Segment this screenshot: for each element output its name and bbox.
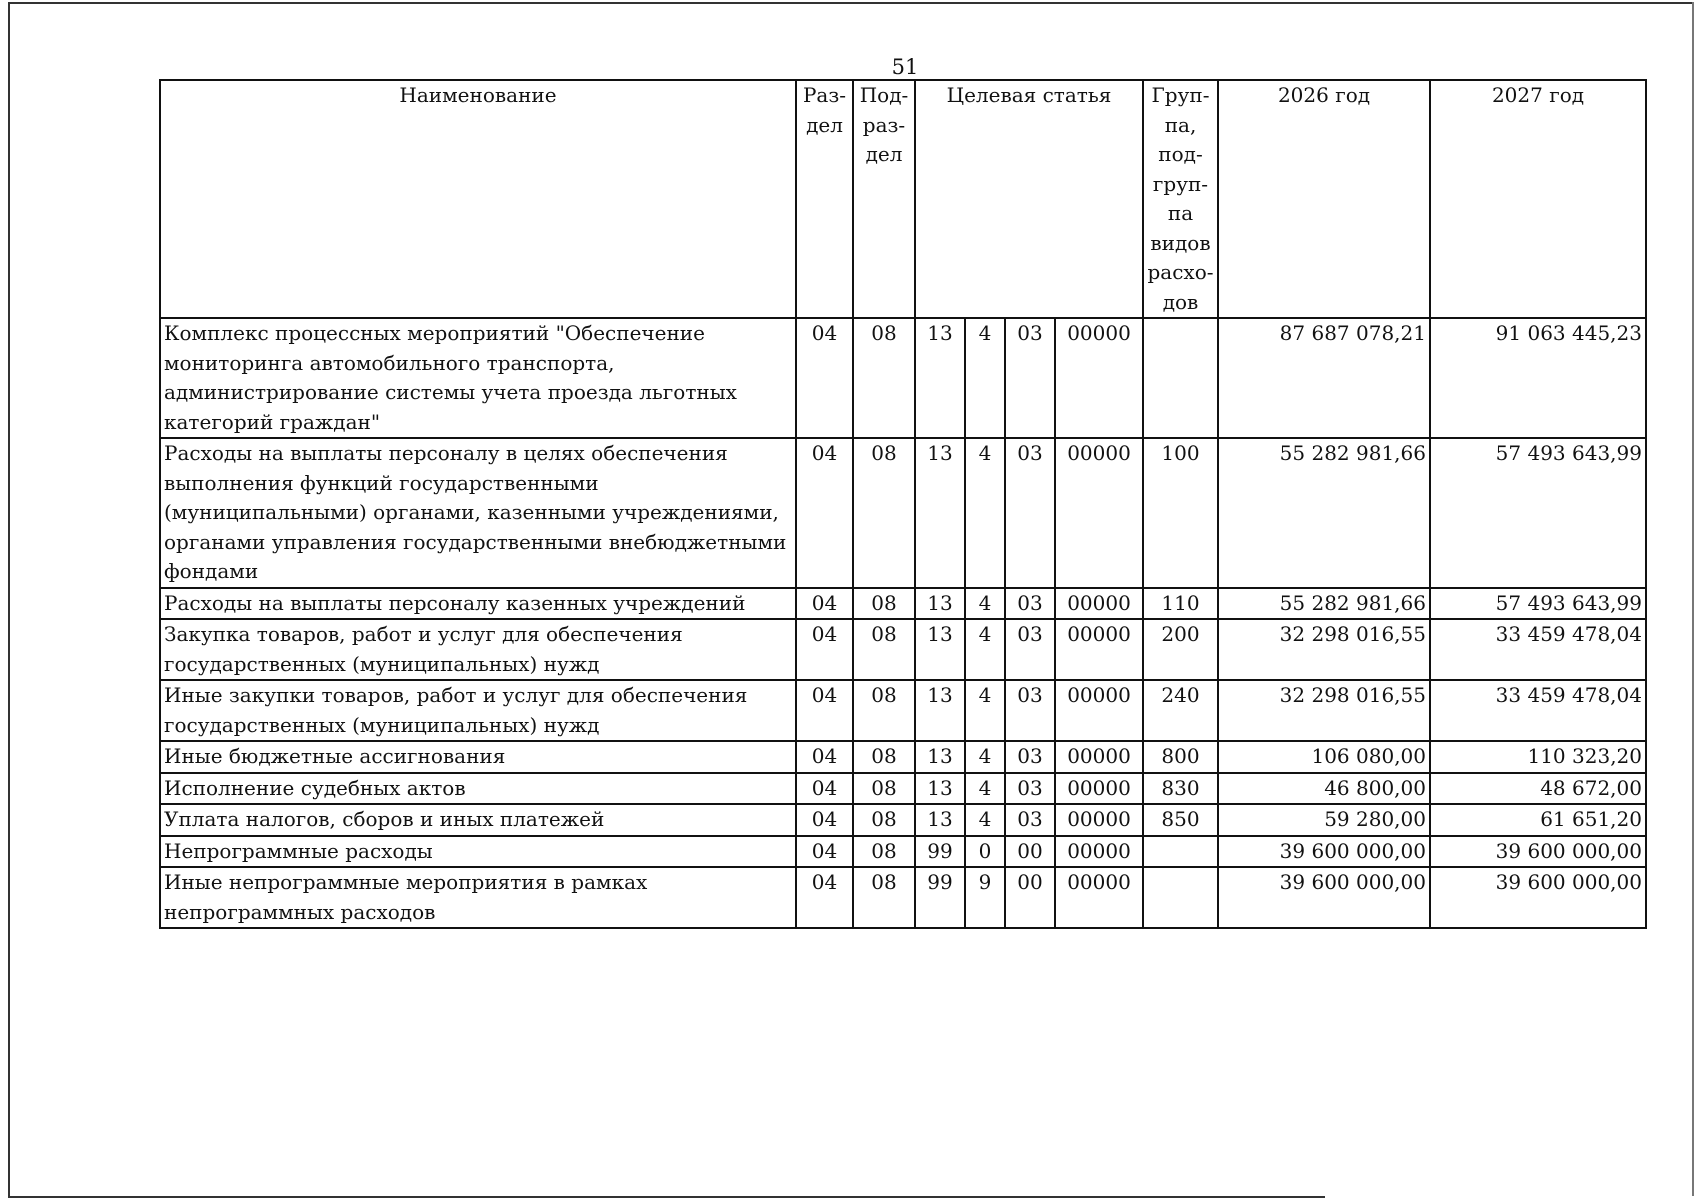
row-amount-2027: 39 600 000,00 xyxy=(1430,836,1646,868)
row-subsection-code: 08 xyxy=(853,680,915,741)
row-section-code: 04 xyxy=(796,619,853,680)
row-target-event-code: 03 xyxy=(1005,741,1055,773)
row-amount-2027: 91 063 445,23 xyxy=(1430,318,1646,438)
row-subsection-code: 08 xyxy=(853,318,915,438)
row-target-event-code: 03 xyxy=(1005,680,1055,741)
row-subsection-code: 08 xyxy=(853,804,915,836)
row-amount-2026: 55 282 981,66 xyxy=(1218,588,1430,620)
row-target-event-code: 00 xyxy=(1005,836,1055,868)
row-target-event-code: 00 xyxy=(1005,867,1055,928)
row-target-direction-code: 00000 xyxy=(1055,741,1143,773)
row-section-code: 04 xyxy=(796,318,853,438)
header-subsection: Под- раз- дел xyxy=(853,80,915,318)
header-name: Наименование xyxy=(160,80,796,318)
header-year-2026: 2026 год xyxy=(1218,80,1430,318)
row-amount-2026: 32 298 016,55 xyxy=(1218,619,1430,680)
row-expense-group-code xyxy=(1143,867,1218,928)
row-section-code: 04 xyxy=(796,741,853,773)
row-target-program-code: 13 xyxy=(915,318,965,438)
row-target-direction-code: 00000 xyxy=(1055,588,1143,620)
row-section-code: 04 xyxy=(796,588,853,620)
row-subsection-code: 08 xyxy=(853,867,915,928)
row-target-direction-code: 00000 xyxy=(1055,438,1143,588)
row-target-program-code: 13 xyxy=(915,438,965,588)
row-name: Уплата налогов, сборов и иных платежей xyxy=(160,804,796,836)
row-expense-group-code xyxy=(1143,318,1218,438)
table-row xyxy=(160,318,1646,438)
row-target-program-code: 99 xyxy=(915,867,965,928)
row-expense-group-code: 110 xyxy=(1143,588,1218,620)
header-year-2027: 2027 год xyxy=(1430,80,1646,318)
table-row xyxy=(160,680,1646,741)
page-frame-left xyxy=(8,2,10,1198)
row-section-code: 04 xyxy=(796,804,853,836)
row-section-code: 04 xyxy=(796,836,853,868)
row-amount-2027: 33 459 478,04 xyxy=(1430,619,1646,680)
row-target-program-code: 13 xyxy=(915,680,965,741)
budget-table-body xyxy=(160,80,1646,928)
row-target-direction-code: 00000 xyxy=(1055,619,1143,680)
row-subsection-code: 08 xyxy=(853,773,915,805)
row-section-code: 04 xyxy=(796,438,853,588)
row-name: Расходы на выплаты персоналу в целях обеспечения выполнения функций государственными (муниципальными) органами, казенными учреждениями, органами управления государственными внебюджетными фондами xyxy=(160,438,796,588)
row-target-event-code: 03 xyxy=(1005,438,1055,588)
row-expense-group-code: 240 xyxy=(1143,680,1218,741)
row-name: Иные закупки товаров, работ и услуг для обеспечения государственных (муниципальных) нужд xyxy=(160,680,796,741)
row-target-type-code: 0 xyxy=(965,836,1005,868)
table-row xyxy=(160,773,1646,805)
page-frame-right xyxy=(1692,2,1694,1196)
page-frame-bottom xyxy=(8,1196,1325,1198)
row-subsection-code: 08 xyxy=(853,619,915,680)
table-row xyxy=(160,867,1646,928)
row-section-code: 04 xyxy=(796,867,853,928)
table-row xyxy=(160,438,1646,588)
row-target-type-code: 4 xyxy=(965,438,1005,588)
row-amount-2026: 87 687 078,21 xyxy=(1218,318,1430,438)
row-subsection-code: 08 xyxy=(853,588,915,620)
header-row xyxy=(160,80,1646,318)
row-amount-2027: 110 323,20 xyxy=(1430,741,1646,773)
row-target-direction-code: 00000 xyxy=(1055,836,1143,868)
row-target-direction-code: 00000 xyxy=(1055,773,1143,805)
row-name: Иные бюджетные ассигнования xyxy=(160,741,796,773)
row-amount-2026: 39 600 000,00 xyxy=(1218,836,1430,868)
page-frame-top xyxy=(8,2,1694,4)
row-amount-2026: 32 298 016,55 xyxy=(1218,680,1430,741)
row-amount-2026: 39 600 000,00 xyxy=(1218,867,1430,928)
row-target-event-code: 03 xyxy=(1005,773,1055,805)
row-name: Закупка товаров, работ и услуг для обеспечения государственных (муниципальных) нужд xyxy=(160,619,796,680)
row-target-direction-code: 00000 xyxy=(1055,680,1143,741)
row-subsection-code: 08 xyxy=(853,741,915,773)
row-amount-2027: 48 672,00 xyxy=(1430,773,1646,805)
row-name: Комплекс процессных мероприятий "Обеспечение мониторинга автомобильного транспорта, администрирование системы учета проезда льготных категорий граждан" xyxy=(160,318,796,438)
table-row xyxy=(160,619,1646,680)
row-target-type-code: 4 xyxy=(965,804,1005,836)
row-target-event-code: 03 xyxy=(1005,619,1055,680)
row-expense-group-code: 800 xyxy=(1143,741,1218,773)
table-row xyxy=(160,588,1646,620)
row-amount-2027: 33 459 478,04 xyxy=(1430,680,1646,741)
row-target-event-code: 03 xyxy=(1005,318,1055,438)
row-target-program-code: 13 xyxy=(915,804,965,836)
row-target-event-code: 03 xyxy=(1005,804,1055,836)
row-subsection-code: 08 xyxy=(853,438,915,588)
row-amount-2026: 46 800,00 xyxy=(1218,773,1430,805)
row-target-program-code: 99 xyxy=(915,836,965,868)
page-number: 51 xyxy=(891,55,919,79)
budget-table xyxy=(159,79,1647,929)
row-name: Непрограммные расходы xyxy=(160,836,796,868)
row-amount-2026: 59 280,00 xyxy=(1218,804,1430,836)
row-amount-2027: 57 493 643,99 xyxy=(1430,588,1646,620)
table-row xyxy=(160,836,1646,868)
row-name: Исполнение судебных актов xyxy=(160,773,796,805)
row-expense-group-code: 830 xyxy=(1143,773,1218,805)
row-target-type-code: 4 xyxy=(965,318,1005,438)
row-target-type-code: 4 xyxy=(965,588,1005,620)
row-target-type-code: 9 xyxy=(965,867,1005,928)
row-target-event-code: 03 xyxy=(1005,588,1055,620)
row-subsection-code: 08 xyxy=(853,836,915,868)
row-name: Расходы на выплаты персоналу казенных учреждений xyxy=(160,588,796,620)
row-amount-2026: 55 282 981,66 xyxy=(1218,438,1430,588)
row-amount-2027: 61 651,20 xyxy=(1430,804,1646,836)
row-expense-group-code: 850 xyxy=(1143,804,1218,836)
row-amount-2026: 106 080,00 xyxy=(1218,741,1430,773)
row-target-program-code: 13 xyxy=(915,588,965,620)
row-expense-group-code xyxy=(1143,836,1218,868)
row-section-code: 04 xyxy=(796,680,853,741)
row-expense-group-code: 200 xyxy=(1143,619,1218,680)
row-amount-2027: 57 493 643,99 xyxy=(1430,438,1646,588)
row-amount-2027: 39 600 000,00 xyxy=(1430,867,1646,928)
table-row xyxy=(160,804,1646,836)
row-target-type-code: 4 xyxy=(965,773,1005,805)
header-target-article: Целевая статья xyxy=(915,80,1143,318)
row-target-type-code: 4 xyxy=(965,619,1005,680)
row-target-type-code: 4 xyxy=(965,680,1005,741)
row-target-direction-code: 00000 xyxy=(1055,318,1143,438)
header-expense-group: Груп- па, под- груп- па видов расхо- дов xyxy=(1143,80,1218,318)
table-row xyxy=(160,741,1646,773)
row-target-program-code: 13 xyxy=(915,773,965,805)
row-target-direction-code: 00000 xyxy=(1055,804,1143,836)
row-section-code: 04 xyxy=(796,773,853,805)
header-section: Раз- дел xyxy=(796,80,853,318)
row-target-program-code: 13 xyxy=(915,741,965,773)
row-target-type-code: 4 xyxy=(965,741,1005,773)
row-target-direction-code: 00000 xyxy=(1055,867,1143,928)
row-target-program-code: 13 xyxy=(915,619,965,680)
row-name: Иные непрограммные мероприятия в рамках непрограммных расходов xyxy=(160,867,796,928)
row-expense-group-code: 100 xyxy=(1143,438,1218,588)
